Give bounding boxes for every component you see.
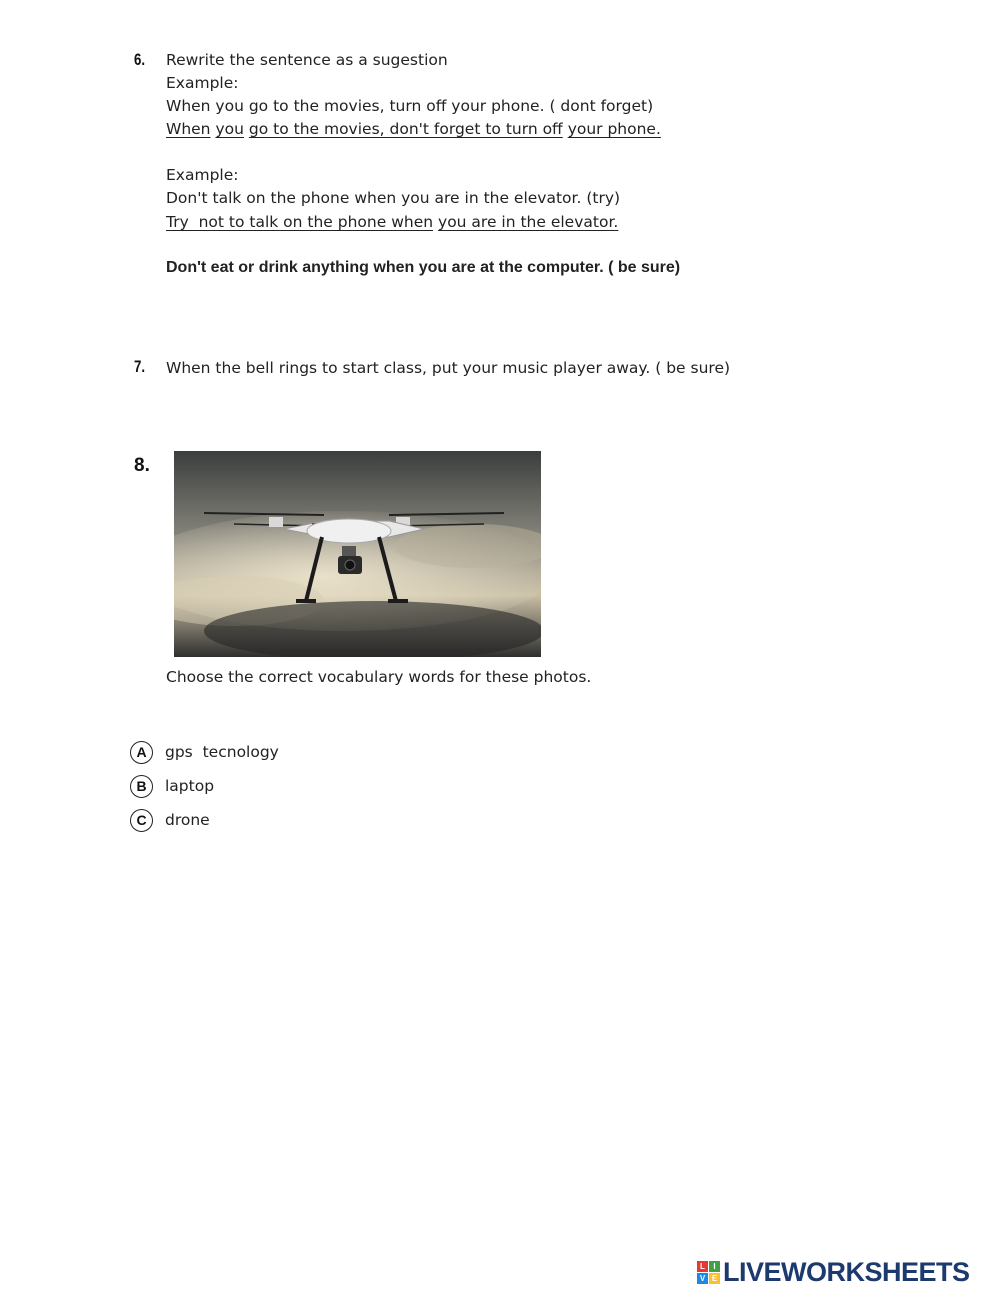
question-6-task: Don't eat or drink anything when you are at the computer. ( be sure) (166, 259, 681, 276)
option-c[interactable] (130, 806, 210, 834)
question-8-instruction: Choose the correct vocabulary words for these photos. (166, 668, 592, 686)
question-7-number: 7. (134, 357, 146, 376)
logo-letter-v: V (697, 1273, 708, 1284)
option-a[interactable] (130, 738, 279, 766)
example-1-prompt: When you go to the movies, turn off your phone. ( dont forget) (166, 97, 654, 115)
example-1-answer: When you go to the movies, don't forget to turn off your phone. (166, 120, 661, 138)
option-b-badge[interactable]: B (130, 775, 153, 798)
example-1-label: Example: (166, 74, 239, 92)
liveworksheets-wordmark: LIVEWORKSHEETS (723, 1257, 970, 1287)
question-6-instruction: Rewrite the sentence as a sugestion (166, 51, 448, 69)
liveworksheets-logo (697, 1257, 970, 1288)
example-2-prompt: Don't talk on the phone when you are in the elevator. (try) (166, 189, 621, 207)
option-b[interactable] (130, 772, 214, 800)
logo-letter-i: I (709, 1261, 720, 1272)
drone-photo (174, 451, 541, 657)
option-a-badge[interactable]: A (130, 741, 153, 764)
option-b-label: laptop (165, 777, 215, 795)
example-2-answer: Try not to talk on the phone when you are in the elevator. (166, 213, 619, 231)
question-8-number: 8. (134, 455, 150, 476)
example-2-label: Example: (166, 166, 239, 184)
liveworksheets-logo-icon (697, 1261, 720, 1284)
logo-letter-e: E (709, 1273, 720, 1284)
option-c-badge[interactable]: C (130, 809, 153, 832)
question-6-number: 6. (134, 50, 146, 69)
option-c-label: drone (165, 811, 210, 829)
option-a-label: gps tecnology (165, 743, 279, 761)
logo-letter-l: L (697, 1261, 708, 1272)
question-7-task: When the bell rings to start class, put your music player away. ( be sure) (166, 359, 731, 377)
